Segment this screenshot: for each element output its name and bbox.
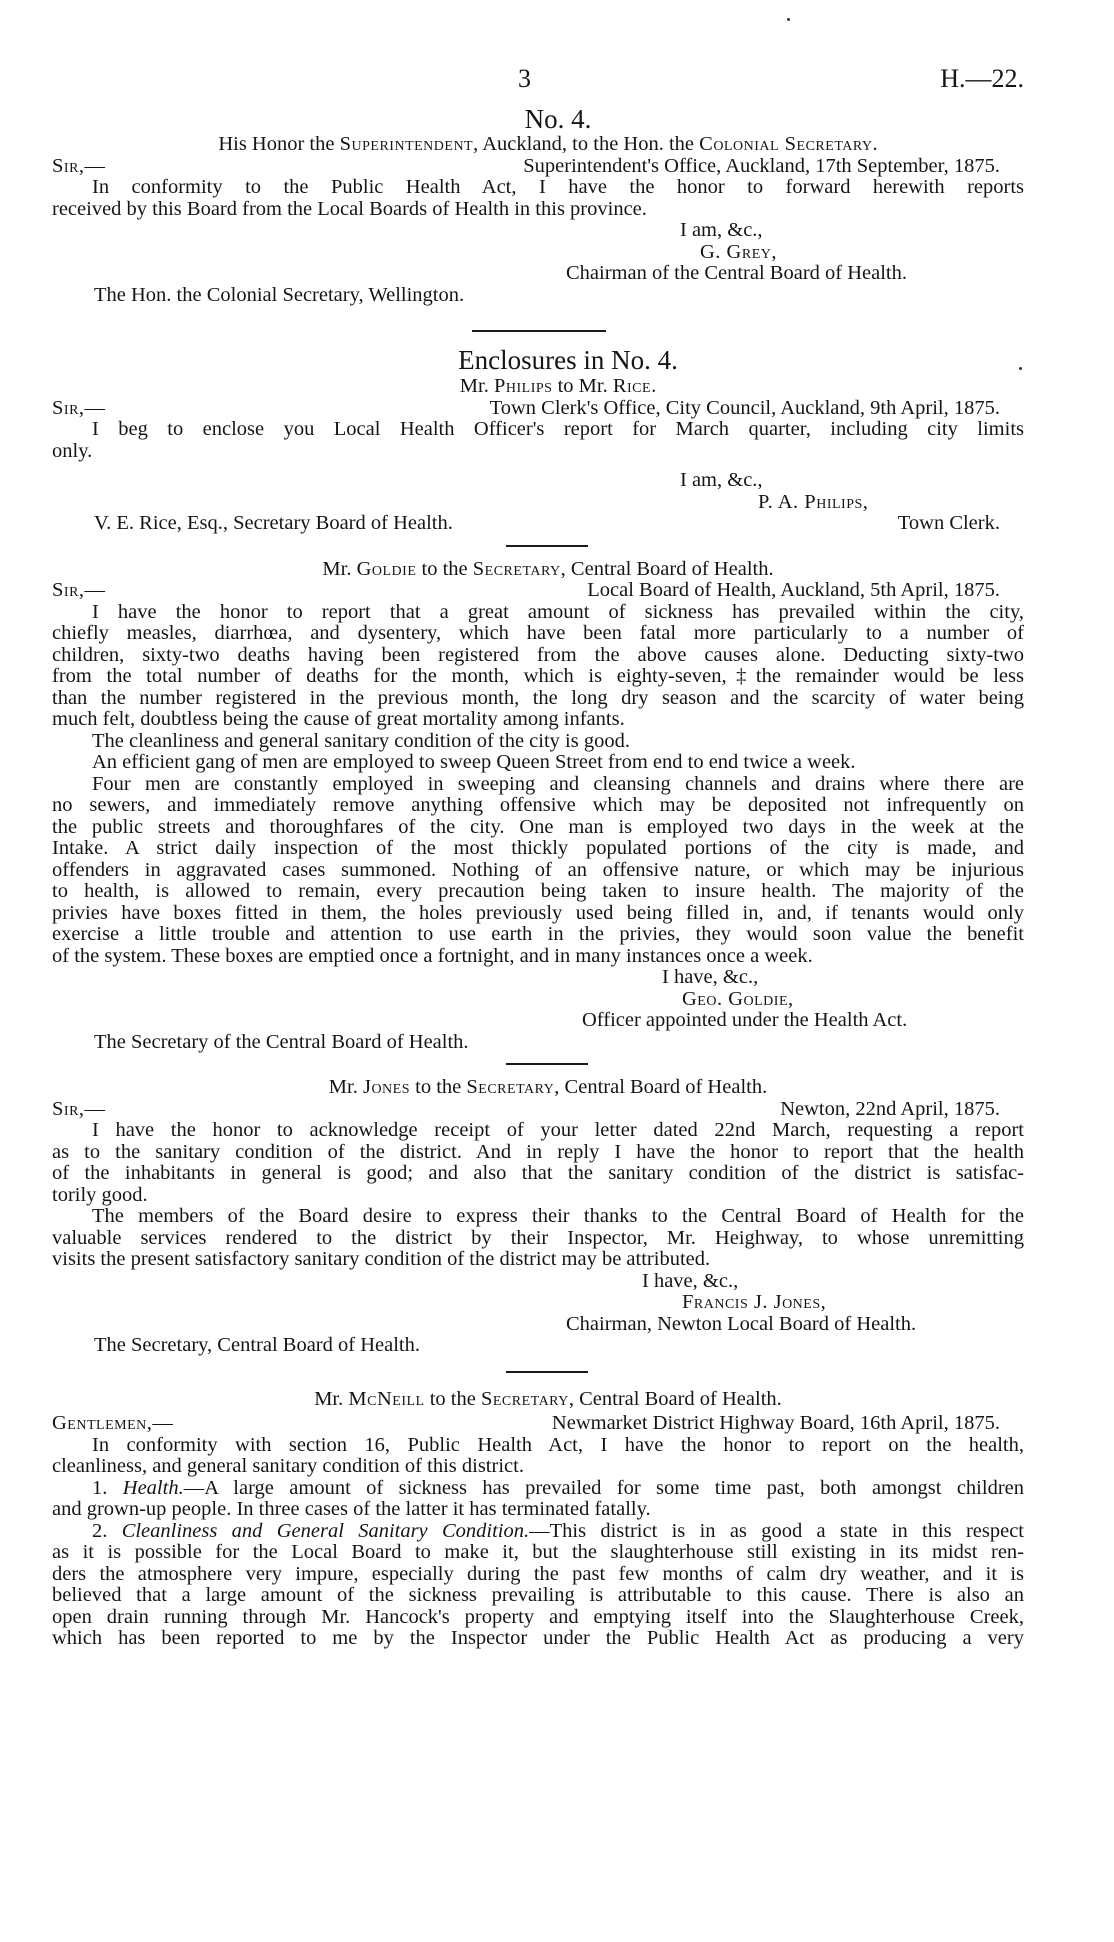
closing: I have, &c., [642,1269,739,1292]
body-line: believed that a large amount of the sickness prevailing is attributable to this cause. There is also an [52,1584,1024,1606]
body-line: cleanliness, and general sanitary condition of this district. [52,1455,524,1477]
closing: I am, &c., [680,219,763,241]
letter-address: Local Board of Health, Auckland, 5th April, 1875. [587,579,1000,601]
letter-heading: Mr. Goldie to the Secretary, Central Board of Health. [322,557,774,580]
body-line: privies have boxes fitted in them, the holes previously used being filled in, and, if tenants would only [52,901,1024,924]
salutation-row [52,398,1024,420]
section-divider [506,1063,588,1065]
section-divider [506,1371,588,1373]
list-item-health: 1. Health.—A large amount of sickness has prevailed for some time past, both amongst children [92,1476,1024,1499]
document-page [52,60,1024,1650]
body-line: exercise a little trouble and attention to use earth in the privies, they would soon value the benefit [52,923,1024,945]
body-line: The cleanliness and general sanitary condition of the city is good. [92,729,630,752]
salutation-row [52,156,1024,178]
body-line: much felt, doubtless being the cause of great mortality among infants. [52,708,625,730]
body-line: valuable services rendered to the district by their Inspector, Mr. Heighway, to whose unremitting [52,1226,1024,1249]
letter-address: Newton, 22nd April, 1875. [780,1097,1000,1120]
body-line: from the total number of deaths for the month, which is eighty-seven,‡the remainder would be less [52,665,1024,687]
signature: Francis J. Jones, [682,1291,827,1313]
page-number: 3 [518,64,531,93]
print-speck [787,18,790,21]
body-line: received by this Board from the Local Boards of Health in this province. [52,197,647,220]
body-line: children, sixty-two deaths having been registered from the above causes alone. Deducting sixty-two [52,643,1024,666]
body-line: of the system. These boxes are emptied once a fortnight, and in many instances once a week. [52,944,813,967]
body-line: Four men are constantly employed in sweeping and cleansing channels and drains where there are [92,772,1024,795]
list-item-cleanliness: 2. Cleanliness and General Sanitary Condition.—This district is in as good a state in this respect [92,1519,1025,1542]
sign-off-row [52,513,1024,535]
signature-title: Town Clerk. [897,512,1000,534]
body-line: torily good. [52,1183,148,1206]
page-header [52,60,1024,104]
body-line: The members of the Board desire to express their thanks to the Central Board of Health for the [92,1205,1024,1227]
body-line: open drain running through Mr. Hancock's property and emptying itself into the Slaughterhouse Creek, [52,1605,1024,1628]
salutation: Sir,— [52,154,106,177]
salutation-row [52,1413,1024,1435]
salutation-row [52,1099,1024,1121]
document-reference: H.—22. [940,64,1024,93]
closing: I am, &c., [680,469,763,491]
body-line: offenders in aggravated cases summoned. Nothing of an offensive nature, or which may be injurious [52,858,1024,881]
addressee: The Secretary, Central Board of Health. [94,1334,420,1356]
section-divider [506,545,588,547]
body-line: to health, is allowed to remain, every precaution being taken to insure health. The majority of the [52,880,1024,902]
body-line: which has been reported to me by the Inspector under the Public Health Act as producing a very [52,1627,1024,1649]
signature-title: Officer appointed under the Health Act. [582,1009,908,1031]
addressee: V. E. Rice, Esq., Secretary Board of Health. [94,512,453,534]
body-line: I have the honor to report that a great amount of sickness has prevailed within the city, [92,600,1024,623]
letter-number-title: No. 4. [524,104,592,134]
body-line: the public streets and thoroughfares of the city. One man is employed two days in the week at the [52,815,1024,838]
salutation-row [52,580,1024,602]
letter-heading: Mr. Philips to Mr. Rice. [459,375,657,397]
body-line: and grown-up people. In three cases of the latter it has terminated fatally. [52,1498,651,1520]
closing: I have, &c., [662,966,759,988]
body-line: as to the sanitary condition of the district. And in reply I have the honor to report that the health [52,1140,1024,1163]
salutation: Sir,— [52,579,106,601]
letter-address: Superintendent's Office, Auckland, 17th September, 1875. [523,154,1000,177]
section-divider [472,330,606,332]
salutation: Gentlemen,— [52,1412,174,1434]
addressee: The Hon. the Colonial Secretary, Wellington. [94,283,465,306]
body-line: An efficient gang of men are employed to sweep Queen Street from end to end twice a week. [92,751,856,773]
signature-title: Chairman of the Central Board of Health. [566,262,907,284]
body-line: as it is possible for the Local Board to make it, but the slaughterhouse still existing in its midst ren- [52,1541,1024,1563]
body-line: visits the present satisfactory sanitary condition of the district may be attributed. [52,1248,711,1270]
signature: G. Grey, [700,240,777,263]
body-line: In conformity with section 16, Public Health Act, I have the honor to report on the health, [92,1433,1024,1456]
letter-address: Newmarket District Highway Board, 16th April, 1875. [551,1412,1000,1434]
letter-address: Town Clerk's Office, City Council, Auckland, 9th April, 1875. [489,396,1000,419]
body-line: of the inhabitants in general is good; and also that the sanitary condition of the district is satisfac- [52,1162,1024,1184]
body-line: Intake. A strict daily inspection of the most thickly populated portions of the city is made, and [52,837,1024,859]
body-line: no sewers, and immediately remove anything offensive which may be deposited not infrequently on [52,794,1024,816]
salutation: Sir,— [52,1097,106,1120]
body-line: In conformity to the Public Health Act, I have the honor to forward herewith reports [92,176,1024,198]
body-line: than the number registered in the previous month, the long dry season and the scarcity of water being [52,686,1024,709]
signature: P. A. Philips, [758,490,869,513]
letter-heading: Mr. Jones to the Secretary, Central Board of Health. [328,1076,768,1098]
signature: Geo. Goldie, [682,987,794,1010]
body-line: only. [52,439,93,462]
salutation: Sir,— [52,396,106,419]
body-line: ders the atmosphere very impure, especially during the past few months of calm dry weather, and it is [52,1562,1024,1585]
letter-subtitle: His Honor the Superintendent, Auckland, to the Hon. the Colonial Secretary. [218,133,878,155]
body-line: I beg to enclose you Local Health Officer's report for March quarter, including city limits [92,418,1024,440]
body-line: I have the honor to acknowledge receipt of your letter dated 22nd March, requesting a report [92,1119,1024,1141]
body-line: chiefly measles, diarrhœa, and dysentery, which have been fatal more particularly to a number of [52,622,1024,644]
letter-heading: Mr. McNeill to the Secretary, Central Board of Health. [314,1387,782,1410]
enclosures-heading: Enclosures in No. 4. [458,345,678,375]
addressee: The Secretary of the Central Board of Health. [94,1030,469,1053]
signature-title: Chairman, Newton Local Board of Health. [566,1312,917,1335]
